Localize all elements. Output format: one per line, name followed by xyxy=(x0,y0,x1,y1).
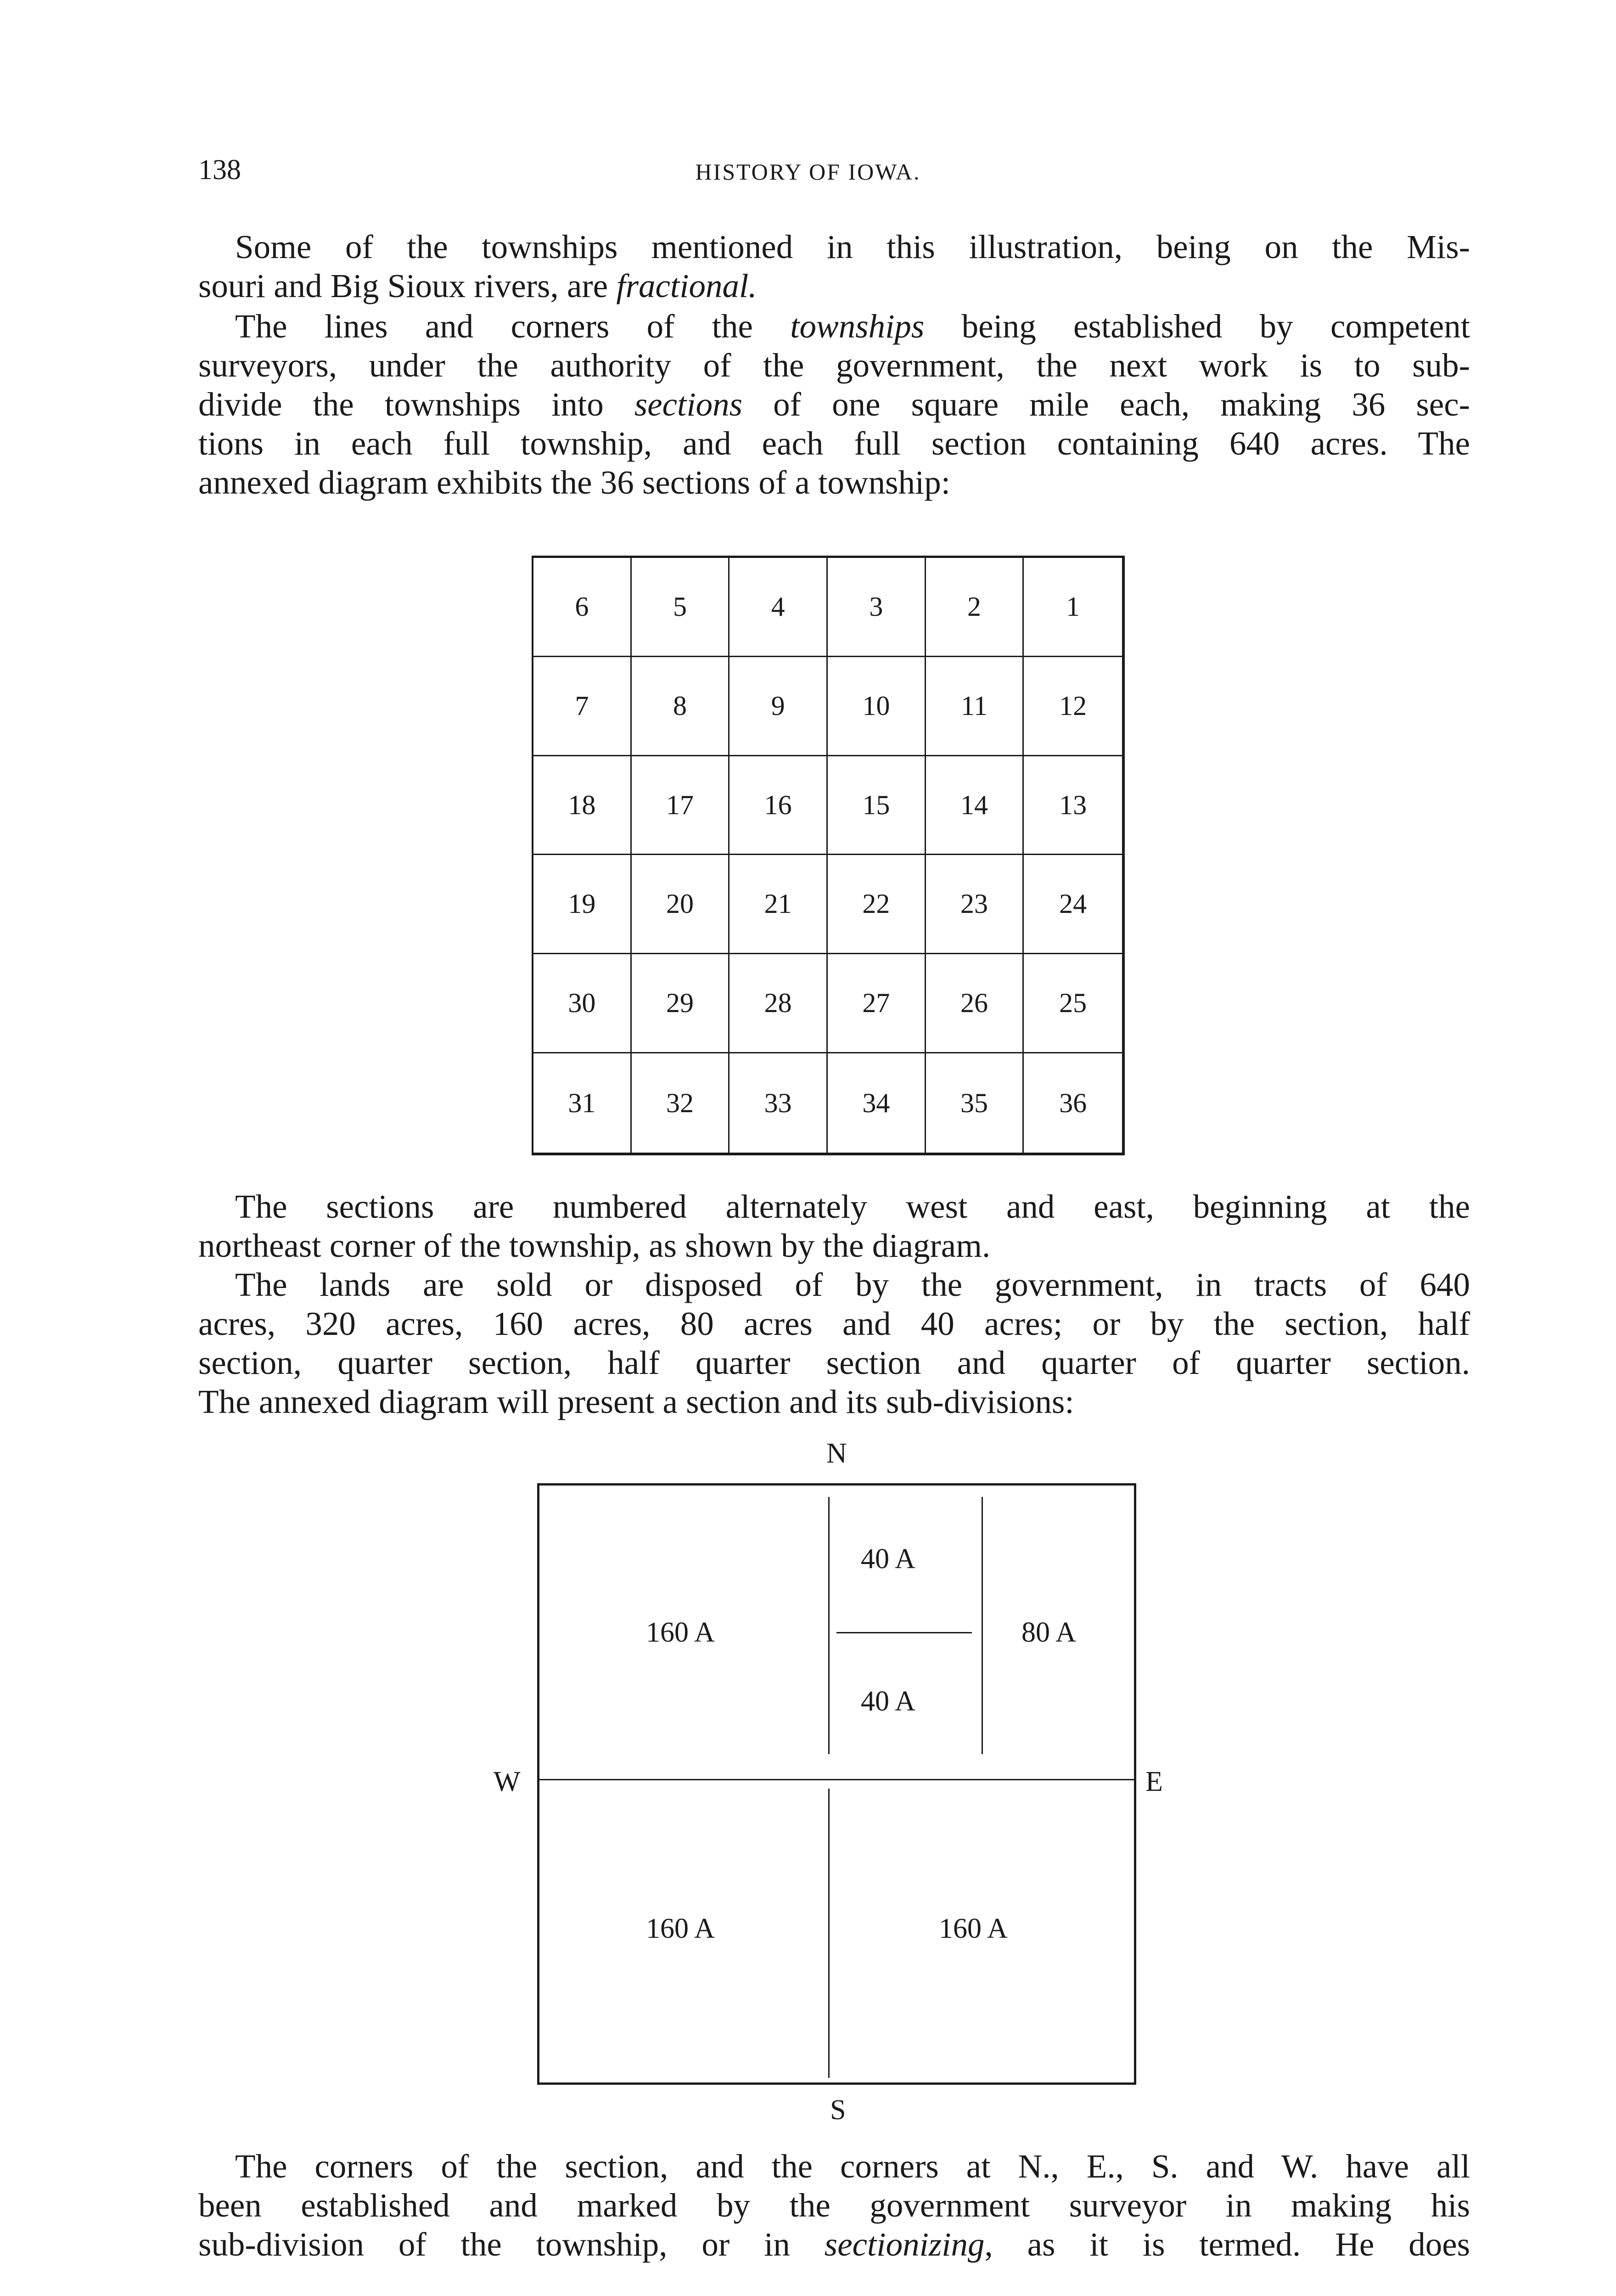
text-line: acres, 320 acres, 160 acres, 80 acres and 40 acres; or by the section, half xyxy=(198,1305,1470,1342)
text-line: surveyors, under the authority of the government, the next work is to sub- xyxy=(198,347,1470,384)
section-cell: 24 xyxy=(1024,855,1122,954)
section-cell: 2 xyxy=(926,558,1024,657)
section-border-left xyxy=(537,1483,539,2085)
section-cell: 13 xyxy=(1024,756,1122,855)
text-line: The sections are numbered alternately west and east, beginning at the xyxy=(235,1188,1470,1225)
label-ne-forty-bottom: 40 A xyxy=(861,1686,915,1717)
section-cell: 1 xyxy=(1024,558,1122,657)
paragraph-2 xyxy=(198,307,1470,502)
section-cell: 18 xyxy=(533,756,632,855)
section-cell: 14 xyxy=(926,756,1024,855)
section-cell: 27 xyxy=(828,954,926,1053)
italic-word: fractional. xyxy=(616,267,757,304)
compass-south: S xyxy=(830,2094,846,2126)
section-center-horizontal xyxy=(537,1779,1136,1780)
section-cell: 21 xyxy=(729,855,828,954)
section-cell: 12 xyxy=(1024,657,1122,756)
text-line: northeast corner of the township, as shown by the diagram. xyxy=(198,1227,991,1264)
section-center-vertical-top xyxy=(828,1497,830,1754)
compass-east: E xyxy=(1145,1766,1163,1797)
section-cell: 16 xyxy=(729,756,828,855)
compass-west: W xyxy=(494,1766,521,1797)
paragraph-4 xyxy=(198,1265,1470,1421)
section-cell: 33 xyxy=(729,1053,828,1153)
paragraph-5 xyxy=(198,2147,1470,2264)
label-nw-quarter: 160 A xyxy=(646,1617,715,1648)
section-cell: 20 xyxy=(632,855,730,954)
page-number: 138 xyxy=(198,154,241,186)
section-cell: 7 xyxy=(533,657,632,756)
section-cell: 9 xyxy=(729,657,828,756)
section-diagram xyxy=(537,1483,1136,2085)
text-line: annexed diagram exhibits the 36 sections of a township: xyxy=(198,464,951,501)
section-cell: 35 xyxy=(926,1053,1024,1153)
text-line: section, quarter section, half quarter section and quarter of quarter section. xyxy=(198,1344,1470,1381)
compass-north: N xyxy=(826,1438,847,1469)
section-cell: 23 xyxy=(926,855,1024,954)
section-border-top xyxy=(537,1483,1136,1486)
text-line: The lines and corners of the townships being established by competent xyxy=(235,308,1470,345)
section-cell: 22 xyxy=(828,855,926,954)
text-line: souri and Big Sioux rivers, are fractional. xyxy=(198,267,757,304)
running-title: HISTORY OF IOWA. xyxy=(695,159,921,185)
italic-word: townships xyxy=(790,308,925,345)
italic-word: sections xyxy=(634,386,743,423)
section-cell: 36 xyxy=(1059,1087,1087,1118)
text-line: been established and marked by the government surveyor in making his xyxy=(198,2187,1470,2224)
section-cell: 10 xyxy=(828,657,926,756)
paragraph-3 xyxy=(198,1187,1470,1265)
label-ne-eighty: 80 A xyxy=(1021,1617,1076,1648)
section-cell: 5 xyxy=(632,558,730,657)
section-border-right xyxy=(1134,1483,1136,2085)
section-cell: 17 xyxy=(632,756,730,855)
text-line: The lands are sold or disposed of by the government, in tracts of 640 xyxy=(235,1266,1470,1303)
section-cell: 4 xyxy=(729,558,828,657)
text-line: tions in each full township, and each full section containing 640 acres. The xyxy=(198,425,1470,462)
label-sw-quarter: 160 A xyxy=(646,1913,715,1944)
section-cell: 11 xyxy=(926,657,1024,756)
section-cell: 25 xyxy=(1024,954,1122,1053)
section-border-bottom xyxy=(537,2082,1136,2085)
text-line: The corners of the section, and the corners at N., E., S. and W. have all xyxy=(235,2148,1470,2185)
italic-word: sectionizing xyxy=(824,2226,985,2263)
section-cell: 29 xyxy=(632,954,730,1053)
section-cell: 3 xyxy=(828,558,926,657)
section-cell: 8 xyxy=(632,657,730,756)
forty-acre-divider xyxy=(836,1632,972,1633)
paragraph-1 xyxy=(198,227,1470,305)
ne-quarter-divider xyxy=(982,1497,983,1754)
section-cell: 34 xyxy=(828,1053,926,1153)
section-cell: 15 xyxy=(828,756,926,855)
section-cell: 28 xyxy=(729,954,828,1053)
section-cell: 6 xyxy=(533,558,632,657)
text-line: sub-division of the township, or in sectionizing, as it is termed. He does xyxy=(198,2226,1470,2263)
section-cell: 26 xyxy=(926,954,1024,1053)
label-ne-forty-top: 40 A xyxy=(861,1543,915,1575)
township-grid xyxy=(532,556,1125,1155)
section-cell: 31 xyxy=(533,1053,632,1153)
label-se-quarter: 160 A xyxy=(939,1913,1008,1944)
text-line: The annexed diagram will present a section and its sub-divisions: xyxy=(198,1383,1074,1420)
section-cell: 30 xyxy=(533,954,632,1053)
section-cell: 32 xyxy=(632,1053,730,1153)
text-line: Some of the townships mentioned in this illustration, being on the Mis- xyxy=(235,228,1470,265)
section-center-vertical-bottom xyxy=(828,1789,830,2078)
section-cell: 19 xyxy=(533,855,632,954)
text-line: divide the townships into sections of one square mile each, making 36 sec- xyxy=(198,386,1470,423)
